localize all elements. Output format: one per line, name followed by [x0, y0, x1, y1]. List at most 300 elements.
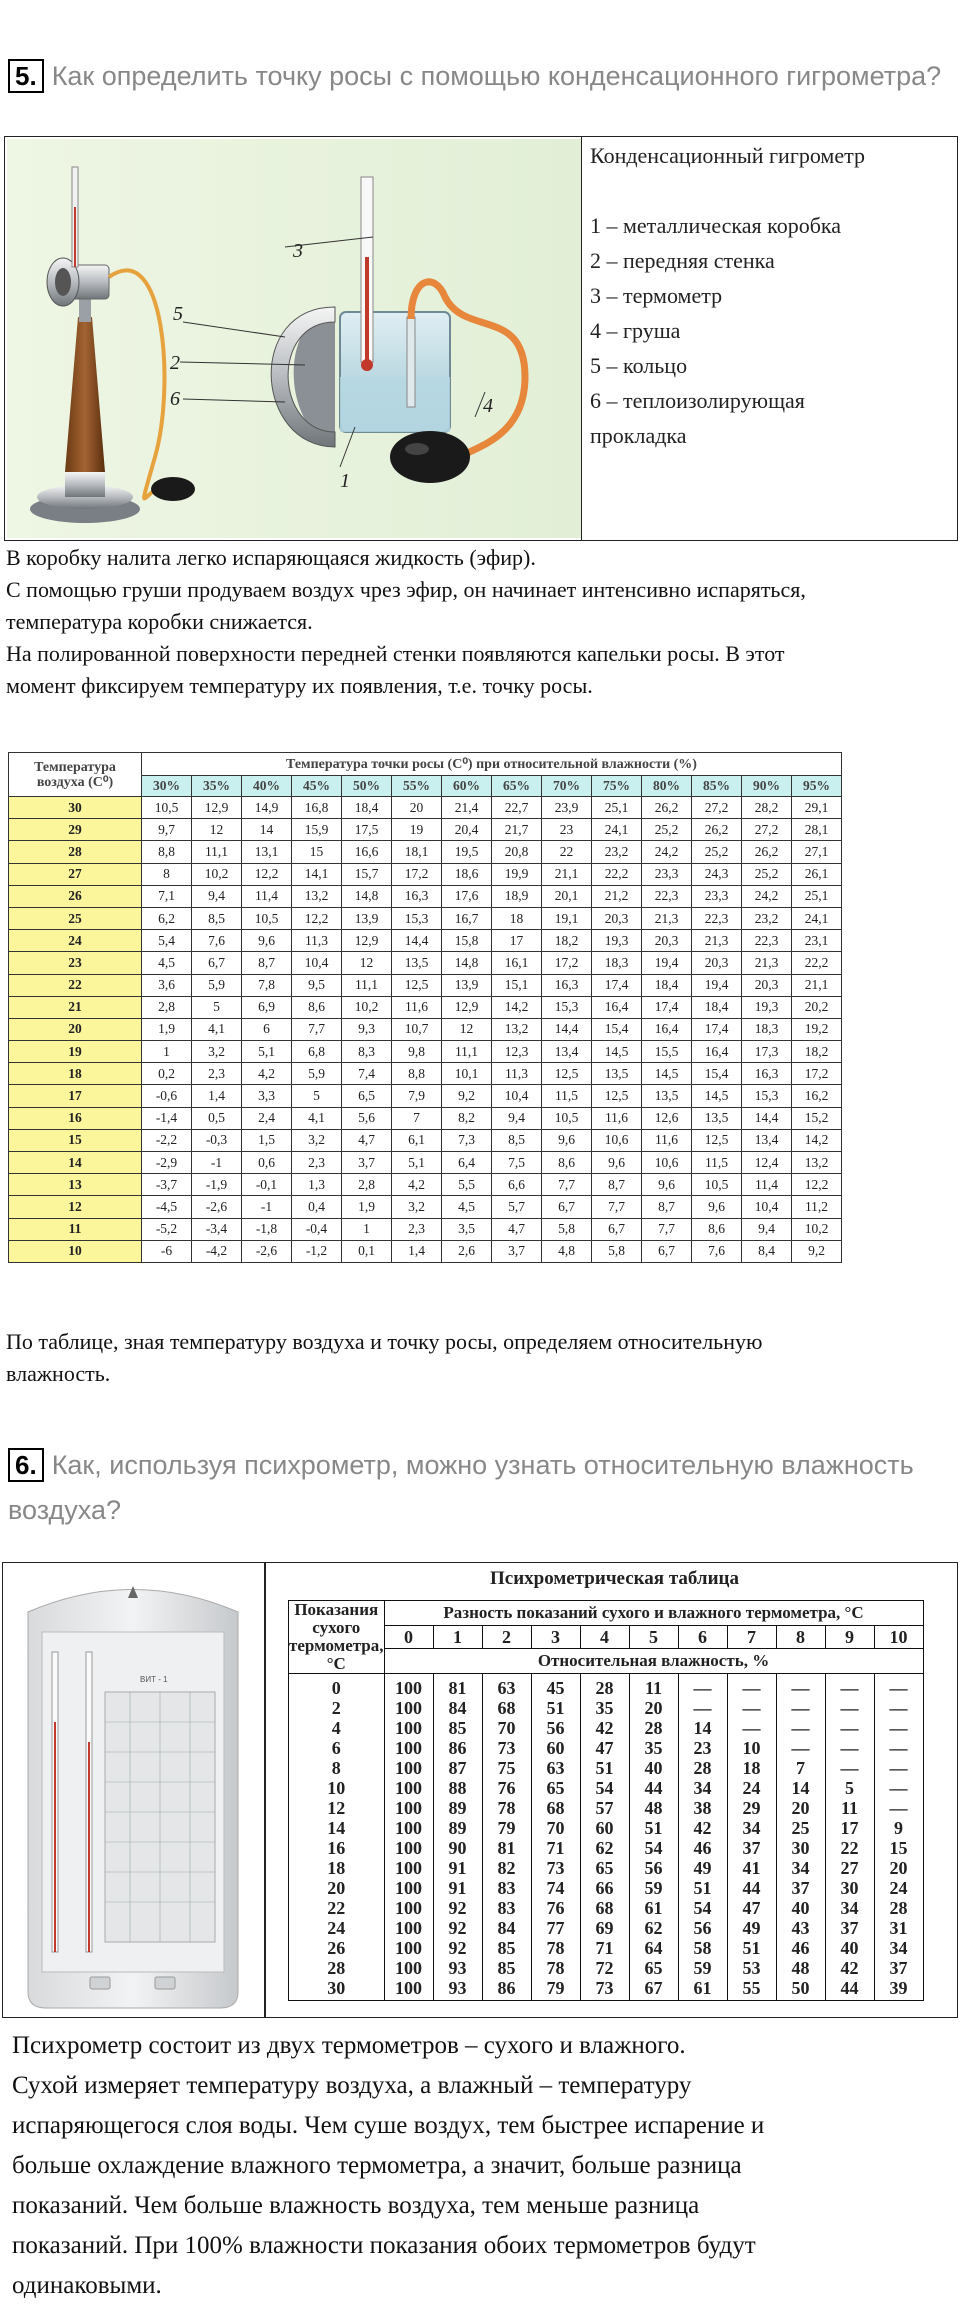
dew-point-cell: 8,7 — [242, 952, 292, 974]
dry-temp-cell: 28 — [289, 1958, 385, 1978]
dew-point-cell: 1,3 — [292, 1174, 342, 1196]
rh-cell: 23 — [678, 1738, 727, 1758]
rh-cell: 35 — [580, 1698, 629, 1718]
rh-cell: 48 — [629, 1798, 678, 1818]
dew-point-cell: 13,5 — [642, 1085, 692, 1107]
dew-point-cell: 2,8 — [142, 996, 192, 1018]
dew-point-cell: 0,1 — [342, 1240, 392, 1262]
psy-rh-header: Относительная влажность, % — [384, 1649, 923, 1674]
dew-point-cell: 6,1 — [392, 1129, 442, 1151]
dew-table-row — [9, 863, 842, 885]
rh-cell: 15 — [874, 1838, 923, 1858]
air-temp-cell: 10 — [9, 1240, 142, 1262]
dew-point-cell: 17,4 — [642, 996, 692, 1018]
psy-table-row — [289, 1878, 924, 1898]
dew-point-cell: 25,1 — [592, 797, 642, 819]
dry-temp-cell: 8 — [289, 1758, 385, 1778]
dew-point-cell: 8,6 — [692, 1218, 742, 1240]
dew-point-cell: 11,6 — [392, 996, 442, 1018]
dew-point-cell: 2,6 — [442, 1240, 492, 1262]
rh-cell: 43 — [776, 1918, 825, 1938]
dew-point-cell: 4,5 — [142, 952, 192, 974]
callout-3: 3 — [293, 240, 303, 262]
rh-cell: 68 — [580, 1898, 629, 1918]
dew-point-cell: 9,6 — [542, 1129, 592, 1151]
dew-point-cell: 14,5 — [692, 1085, 742, 1107]
dew-point-cell: 2,4 — [242, 1107, 292, 1129]
dew-point-cell: 11,3 — [292, 930, 342, 952]
dew-point-table — [8, 752, 842, 1263]
dew-point-cell: 19,3 — [592, 930, 642, 952]
psy-diff-header: Разность показаний сухого и влажного термометра, °C — [384, 1601, 923, 1626]
rh-cell: 51 — [629, 1818, 678, 1838]
legend-item: 2 – передняя стенка — [590, 248, 775, 273]
question-6 — [8, 1445, 914, 1485]
air-temp-cell: 26 — [9, 885, 142, 907]
rh-cell: — — [874, 1698, 923, 1718]
dew-point-cell: 26,1 — [792, 863, 842, 885]
dew-point-cell: 14,4 — [742, 1107, 792, 1129]
hygrometer-explanation — [6, 542, 806, 702]
dew-point-cell: 8,5 — [492, 1129, 542, 1151]
dew-point-cell: 22,2 — [592, 863, 642, 885]
rh-cell: 54 — [580, 1778, 629, 1798]
psy-table-row — [289, 1958, 924, 1978]
dew-point-cell: 15,8 — [442, 930, 492, 952]
hygrometer-illustration — [4, 136, 582, 541]
dew-point-cell: 9,6 — [692, 1196, 742, 1218]
dew-point-cell: 13,5 — [592, 1063, 642, 1085]
dew-point-cell: 1,4 — [392, 1240, 442, 1262]
rh-cell: 70 — [482, 1718, 531, 1738]
dew-percent-header: 90% — [742, 776, 792, 797]
rh-cell: 34 — [727, 1818, 776, 1838]
dew-point-cell: 11,3 — [492, 1063, 542, 1085]
rh-cell: 100 — [384, 1938, 433, 1958]
dew-point-cell: 11,5 — [542, 1085, 592, 1107]
dew-point-cell: 11,6 — [642, 1129, 692, 1151]
rh-cell: 81 — [433, 1674, 482, 1699]
dew-point-cell: 7 — [392, 1107, 442, 1129]
psychrometer-model-label: ВИТ - 1 — [140, 1675, 168, 1684]
dew-point-cell: 0,2 — [142, 1063, 192, 1085]
dew-point-cell: 4,8 — [542, 1240, 592, 1262]
dew-point-cell: 21,7 — [492, 819, 542, 841]
dew-point-cell: 24,3 — [692, 863, 742, 885]
dew-point-cell: 10,5 — [542, 1107, 592, 1129]
dew-point-cell: -0,4 — [292, 1218, 342, 1240]
dew-point-cell: 15,3 — [392, 907, 442, 929]
rh-cell: 14 — [678, 1718, 727, 1738]
dew-point-cell: 17 — [492, 930, 542, 952]
dew-point-cell: 20,4 — [442, 819, 492, 841]
dew-point-cell: 26,2 — [642, 797, 692, 819]
dew-point-cell: 11,4 — [242, 885, 292, 907]
rh-cell: 78 — [531, 1938, 580, 1958]
dew-point-cell: 4,1 — [192, 1018, 242, 1040]
psy-table-row — [289, 1758, 924, 1778]
dew-point-cell: 14,5 — [592, 1041, 642, 1063]
rh-cell: 27 — [825, 1858, 874, 1878]
dew-point-cell: 18 — [492, 907, 542, 929]
dew-point-cell: 16,1 — [492, 952, 542, 974]
rh-cell: — — [776, 1698, 825, 1718]
rh-cell: 84 — [433, 1698, 482, 1718]
air-temp-cell: 28 — [9, 841, 142, 863]
rh-cell: 100 — [384, 1738, 433, 1758]
dew-point-cell: 18,1 — [392, 841, 442, 863]
rh-cell: 84 — [482, 1918, 531, 1938]
dew-point-cell: -2,2 — [142, 1129, 192, 1151]
rh-cell: 76 — [531, 1898, 580, 1918]
dry-temp-cell: 0 — [289, 1674, 385, 1699]
air-temp-cell: 21 — [9, 996, 142, 1018]
rh-cell: 63 — [482, 1674, 531, 1699]
rh-cell: 81 — [482, 1838, 531, 1858]
callout-1: 1 — [340, 470, 350, 492]
dew-point-cell: 10,4 — [292, 952, 342, 974]
rh-cell: 54 — [629, 1838, 678, 1858]
psy-diff-cell: 4 — [580, 1626, 629, 1649]
text-line: показаний. При 100% влажности показания обоих термометров будут — [12, 2232, 756, 2259]
rh-cell: 86 — [482, 1978, 531, 2001]
rh-cell: 61 — [678, 1978, 727, 2001]
dew-point-cell: -1,8 — [242, 1218, 292, 1240]
rh-cell: 100 — [384, 1778, 433, 1798]
rh-cell: 92 — [433, 1898, 482, 1918]
rh-cell: 61 — [629, 1898, 678, 1918]
rh-cell: 40 — [825, 1938, 874, 1958]
rh-cell: 82 — [482, 1858, 531, 1878]
rh-cell: 100 — [384, 1858, 433, 1878]
dew-point-cell: 28,2 — [742, 797, 792, 819]
dew-point-cell: 18,3 — [742, 1018, 792, 1040]
dew-point-cell: 4,7 — [342, 1129, 392, 1151]
dew-point-cell: 17,4 — [692, 1018, 742, 1040]
dew-point-cell: 6,6 — [492, 1174, 542, 1196]
rh-cell: 71 — [580, 1938, 629, 1958]
psy-table-title: Психрометрическая таблица — [490, 1568, 739, 1589]
dew-percent-header: 70% — [542, 776, 592, 797]
rh-cell: — — [825, 1718, 874, 1738]
dew-point-cell: 5 — [192, 996, 242, 1018]
dew-percent-header: 60% — [442, 776, 492, 797]
dew-point-cell: 23,3 — [692, 885, 742, 907]
dew-point-cell: 7,1 — [142, 885, 192, 907]
psy-table-row — [289, 1718, 924, 1738]
dew-point-cell: 8,8 — [142, 841, 192, 863]
dew-table-title: Температура точки росы (С⁰) при относительной влажности (%) — [142, 753, 842, 776]
dew-point-cell: -3,7 — [142, 1174, 192, 1196]
psy-table-row — [289, 1858, 924, 1878]
dew-point-cell: 20,2 — [792, 996, 842, 1018]
dew-col-header: Температура воздуха (С⁰) — [9, 753, 142, 797]
rh-cell: — — [678, 1674, 727, 1699]
rh-cell: 68 — [531, 1798, 580, 1818]
rh-cell: — — [825, 1698, 874, 1718]
air-temp-cell: 16 — [9, 1107, 142, 1129]
text-line: С помощью груши продуваем воздух чрез эфир, он начинает интенсивно испаряться, — [6, 577, 806, 602]
dew-point-cell: 13,1 — [242, 841, 292, 863]
dew-point-cell: 17,2 — [792, 1063, 842, 1085]
dew-table-row — [9, 1041, 842, 1063]
dew-point-cell: 20,3 — [642, 930, 692, 952]
dew-point-cell: 16,8 — [292, 797, 342, 819]
rh-cell: 20 — [776, 1798, 825, 1818]
rh-cell: 73 — [580, 1978, 629, 2001]
rh-cell: 54 — [678, 1898, 727, 1918]
rh-cell: — — [776, 1738, 825, 1758]
rh-cell: 29 — [727, 1798, 776, 1818]
dew-point-cell: 8,5 — [192, 907, 242, 929]
dew-point-cell: 9,2 — [442, 1085, 492, 1107]
rh-cell: 73 — [482, 1738, 531, 1758]
dew-point-cell: 4,7 — [492, 1218, 542, 1240]
dew-point-cell: 25,2 — [692, 841, 742, 863]
dew-table-note — [6, 1326, 762, 1390]
rh-cell: 42 — [825, 1958, 874, 1978]
dew-point-cell: 1 — [342, 1218, 392, 1240]
dew-point-cell: 12 — [342, 952, 392, 974]
dew-point-cell: 8,4 — [742, 1240, 792, 1262]
dew-point-cell: 18,4 — [342, 797, 392, 819]
rh-cell: 51 — [727, 1938, 776, 1958]
dew-point-cell: 15,4 — [592, 1018, 642, 1040]
rh-cell: 24 — [727, 1778, 776, 1798]
dew-table-row — [9, 1129, 842, 1151]
dew-point-cell: 9,6 — [242, 930, 292, 952]
dew-point-cell: 19,1 — [542, 907, 592, 929]
dew-point-cell: 17,6 — [442, 885, 492, 907]
dew-point-cell: 26,2 — [692, 819, 742, 841]
psy-diff-cell: 3 — [531, 1626, 580, 1649]
dew-point-cell: 23 — [542, 819, 592, 841]
rh-cell: 65 — [531, 1778, 580, 1798]
dew-percent-header: 35% — [192, 776, 242, 797]
header-line: °C — [326, 1654, 346, 1673]
dew-point-cell: 13,5 — [392, 952, 442, 974]
rh-cell: 42 — [678, 1818, 727, 1838]
dew-point-cell: 4,2 — [392, 1174, 442, 1196]
dew-point-cell: 1,5 — [242, 1129, 292, 1151]
dew-point-cell: -2,6 — [242, 1240, 292, 1262]
rh-cell: 30 — [825, 1878, 874, 1898]
dew-point-cell: 5,8 — [542, 1218, 592, 1240]
dew-point-cell: 22,3 — [742, 930, 792, 952]
rh-cell: 100 — [384, 1674, 433, 1699]
dew-point-cell: -0,3 — [192, 1129, 242, 1151]
dew-point-cell: 18,4 — [692, 996, 742, 1018]
dew-point-cell: 7,7 — [642, 1218, 692, 1240]
dew-point-cell: 13,4 — [742, 1129, 792, 1151]
dew-point-cell: 19,5 — [442, 841, 492, 863]
dew-point-cell: 24,2 — [742, 885, 792, 907]
dew-point-cell: 23,9 — [542, 797, 592, 819]
dew-point-cell: 7,4 — [342, 1063, 392, 1085]
dew-table-row — [9, 1107, 842, 1129]
rh-cell: 92 — [433, 1938, 482, 1958]
psy-diff-cell: 10 — [874, 1626, 923, 1649]
text-line: больше охлаждение влажного термометра, а значит, больше разница — [12, 2152, 742, 2179]
dew-point-cell: 2,3 — [392, 1218, 442, 1240]
legend-item: 5 – кольцо — [590, 353, 688, 378]
question-number: 5. — [8, 59, 44, 93]
rh-cell: 66 — [580, 1878, 629, 1898]
dew-point-cell: 14,8 — [342, 885, 392, 907]
dew-point-cell: 6,4 — [442, 1152, 492, 1174]
rh-cell: 71 — [531, 1838, 580, 1858]
callout-4: 4 — [483, 395, 493, 417]
rh-cell: 75 — [482, 1758, 531, 1778]
dew-point-cell: 6,7 — [542, 1196, 592, 1218]
question-text: воздуха? — [8, 1495, 122, 1525]
dew-point-cell: -4,5 — [142, 1196, 192, 1218]
rh-cell: 37 — [825, 1918, 874, 1938]
dew-point-cell: 21,1 — [792, 974, 842, 996]
rh-cell: 48 — [776, 1958, 825, 1978]
dew-point-cell: 12 — [442, 1018, 492, 1040]
rh-cell: 28 — [678, 1758, 727, 1778]
rh-cell: 39 — [874, 1978, 923, 2001]
dew-point-cell: 2,3 — [292, 1152, 342, 1174]
rh-cell: 20 — [874, 1858, 923, 1878]
rh-cell: 9 — [874, 1818, 923, 1838]
dew-point-cell: 12,2 — [242, 863, 292, 885]
dew-point-cell: 10,1 — [442, 1063, 492, 1085]
dew-point-cell: 5,4 — [142, 930, 192, 952]
dew-point-cell: -1 — [192, 1152, 242, 1174]
rh-cell: 79 — [482, 1818, 531, 1838]
dew-point-cell: 19,9 — [492, 863, 542, 885]
air-temp-cell: 17 — [9, 1085, 142, 1107]
dew-point-cell: 10,5 — [142, 797, 192, 819]
dew-point-cell: 29,1 — [792, 797, 842, 819]
text-line: На полированной поверхности передней стенки появляются капельки росы. В этот — [6, 641, 785, 666]
rh-cell: 31 — [874, 1918, 923, 1938]
dew-point-cell: 0,6 — [242, 1152, 292, 1174]
dew-point-cell: 13,9 — [342, 907, 392, 929]
question-text: Как, используя психрометр, можно узнать относительную влажность — [51, 1450, 914, 1480]
rh-cell: 18 — [727, 1758, 776, 1778]
dry-temp-cell: 2 — [289, 1698, 385, 1718]
dew-percent-header: 95% — [792, 776, 842, 797]
dew-point-cell: 12,6 — [642, 1107, 692, 1129]
dew-point-cell: 5,7 — [492, 1196, 542, 1218]
dew-point-cell: -1 — [242, 1196, 292, 1218]
dew-point-cell: 0,5 — [192, 1107, 242, 1129]
rh-cell: 57 — [580, 1798, 629, 1818]
dew-point-cell: 1,9 — [342, 1196, 392, 1218]
dew-point-cell: 11,6 — [592, 1107, 642, 1129]
rh-cell: 60 — [580, 1818, 629, 1838]
rh-cell: 100 — [384, 1698, 433, 1718]
dew-point-cell: 16,4 — [692, 1041, 742, 1063]
rh-cell: 34 — [825, 1898, 874, 1918]
rh-cell: 85 — [433, 1718, 482, 1738]
rh-cell: 59 — [629, 1878, 678, 1898]
hygrometer-drawing — [5, 137, 581, 540]
dew-point-cell: 1,9 — [142, 1018, 192, 1040]
dew-point-cell: -5,2 — [142, 1218, 192, 1240]
rh-cell: — — [874, 1674, 923, 1699]
rh-cell: 91 — [433, 1858, 482, 1878]
dew-point-cell: 20,3 — [742, 974, 792, 996]
rh-cell: 74 — [531, 1878, 580, 1898]
dew-point-cell: 3,2 — [392, 1196, 442, 1218]
rh-cell: 35 — [629, 1738, 678, 1758]
dew-table-row — [9, 1152, 842, 1174]
dew-point-cell: 23,1 — [792, 930, 842, 952]
dew-point-cell: 15,3 — [542, 996, 592, 1018]
rh-cell: 78 — [531, 1958, 580, 1978]
rh-cell: — — [727, 1674, 776, 1699]
rh-cell: 62 — [629, 1918, 678, 1938]
dew-point-cell: 10,2 — [792, 1218, 842, 1240]
dew-point-cell: 6 — [242, 1018, 292, 1040]
divider — [264, 1562, 266, 2018]
rh-cell: 100 — [384, 1978, 433, 2001]
text-line: влажность. — [6, 1361, 111, 1386]
rh-cell: 100 — [384, 1958, 433, 1978]
air-temp-cell: 24 — [9, 930, 142, 952]
dry-temp-cell: 16 — [289, 1838, 385, 1858]
text-line: одинаковыми. — [12, 2272, 162, 2299]
psy-table-row — [289, 1698, 924, 1718]
dew-point-cell: -3,4 — [192, 1218, 242, 1240]
dew-point-cell: 13,2 — [492, 1018, 542, 1040]
air-temp-cell: 29 — [9, 819, 142, 841]
dew-point-cell: 13,2 — [292, 885, 342, 907]
callout-5: 5 — [173, 303, 183, 325]
dew-point-cell: 16,7 — [442, 907, 492, 929]
dew-point-cell: 9,5 — [292, 974, 342, 996]
rh-cell: 78 — [482, 1798, 531, 1818]
dew-point-cell: 15,4 — [692, 1063, 742, 1085]
dew-point-cell: 11,2 — [792, 1196, 842, 1218]
dew-point-cell: 9,4 — [742, 1218, 792, 1240]
dew-point-cell: 13,5 — [692, 1107, 742, 1129]
dew-point-cell: 16,3 — [392, 885, 442, 907]
rh-cell: 89 — [433, 1798, 482, 1818]
dew-point-cell: 20,8 — [492, 841, 542, 863]
dew-point-cell: 14,9 — [242, 797, 292, 819]
rh-cell: — — [776, 1674, 825, 1699]
dew-point-cell: 21,3 — [642, 907, 692, 929]
rh-cell: 40 — [629, 1758, 678, 1778]
dew-point-cell: 12,5 — [392, 974, 442, 996]
dew-percent-header: 30% — [142, 776, 192, 797]
dew-point-cell: 19,3 — [742, 996, 792, 1018]
dew-point-cell: 14 — [242, 819, 292, 841]
dew-point-cell: 4,5 — [442, 1196, 492, 1218]
rh-cell: 46 — [776, 1938, 825, 1958]
dry-temp-cell: 10 — [289, 1778, 385, 1798]
header-line: термометра, — [289, 1636, 384, 1655]
dew-point-cell: 24,1 — [592, 819, 642, 841]
psy-table-row — [289, 1898, 924, 1918]
rh-cell: 41 — [727, 1858, 776, 1878]
dew-percent-header: 75% — [592, 776, 642, 797]
text-line: испаряющегося слоя воды. Чем суше воздух, тем быстрее испарение и — [12, 2112, 765, 2139]
dew-point-cell: 12 — [192, 819, 242, 841]
dew-point-cell: 12,2 — [292, 907, 342, 929]
rh-cell: 93 — [433, 1978, 482, 2001]
dew-point-cell: 19,4 — [692, 974, 742, 996]
dew-point-cell: 10,6 — [642, 1152, 692, 1174]
rh-cell: 100 — [384, 1758, 433, 1778]
rh-cell: 10 — [727, 1738, 776, 1758]
dry-temp-cell: 4 — [289, 1718, 385, 1738]
